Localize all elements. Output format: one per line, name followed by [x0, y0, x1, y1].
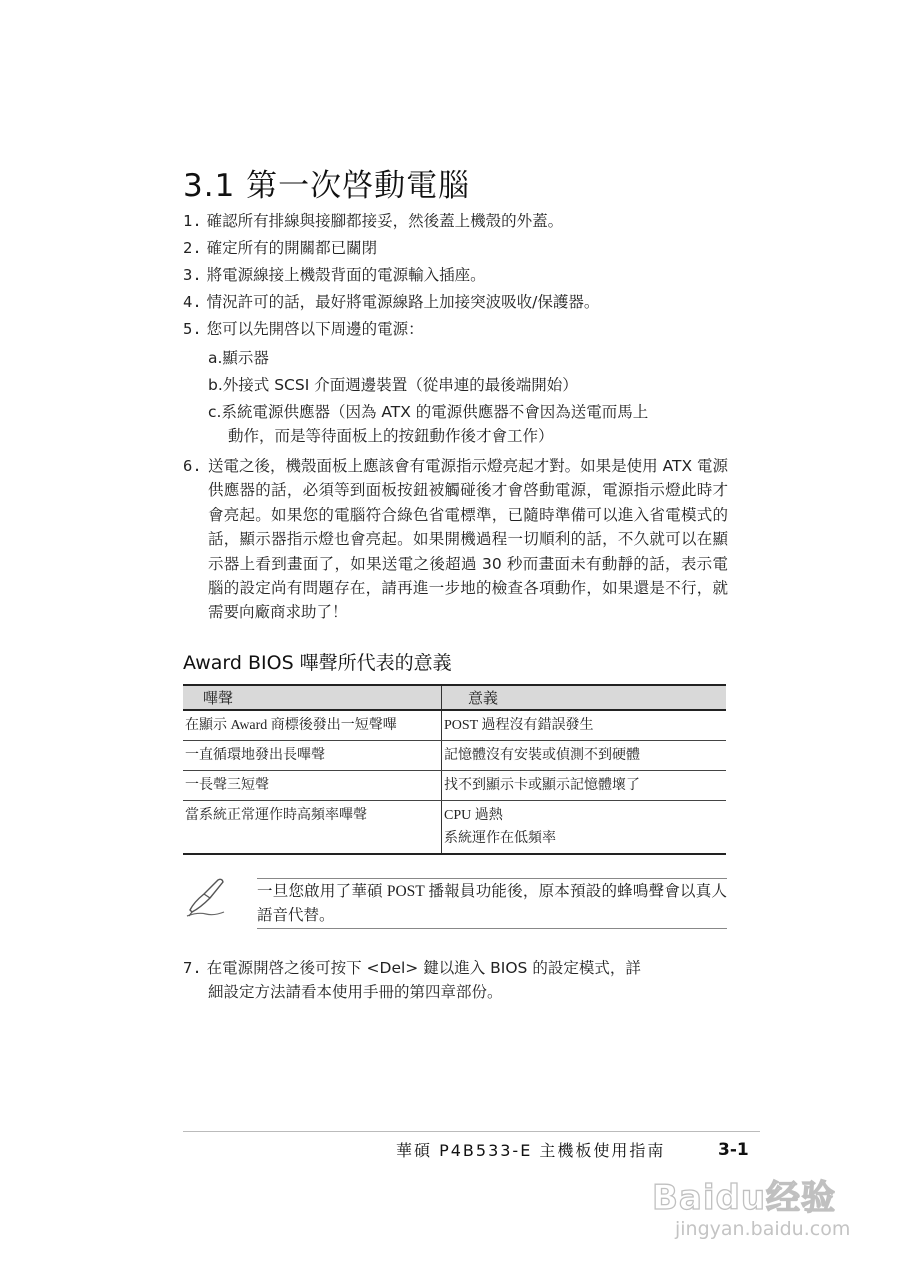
meaning-cell: POST 過程沒有錯誤發生	[442, 710, 727, 741]
step-6-paragraph: 送電之後，機殼面板上應該會有電源指示燈亮起才對。如果是使用 ATX 電源供應器的話，必須等到面板按鈕被觸碰後才會啓動電源，電源指示燈此時才會亮起。如果您的電腦符合綠色省電標準，已隨時準備可以進入省電模式的話，顯示器指示燈也會亮起。如果開機過程一切順利的話，不久就可以在顯示器上看到畫面了，如果送電之後超過 30 秒而畫面未有動靜的話，表示電腦的設定尚有問題存在，請再進一步地的檢查各項動作，如果還是不行，就需要向廠商求助了！	[208, 457, 728, 622]
page-number: 3-1	[718, 1140, 749, 1160]
meaning-cell: 找不到顯示卡或顯示記憶體壞了	[442, 771, 727, 801]
watermark	[640, 1170, 870, 1250]
step-item	[183, 316, 424, 342]
step-number: 2.	[183, 239, 202, 257]
sub-item-c-continued: 動作，而是等待面板上的按鈕動作後才會工作）	[228, 427, 554, 445]
section-heading: Award BIOS 嗶聲所代表的意義	[183, 652, 452, 674]
step-item	[183, 289, 599, 315]
beep-code-table	[183, 684, 726, 855]
step-7-continued: 細設定方法請看本使用手冊的第四章部份。	[208, 983, 503, 1001]
step-text: 您可以先開啓以下周邊的電源：	[206, 320, 424, 338]
sub-item-a: a.顯示器	[208, 349, 269, 367]
step-number: 6.	[183, 457, 202, 475]
sub-item-b: b.外接式 SCSI 介面週邊裝置（從串連的最後端開始）	[208, 376, 578, 394]
footer-title: 華碩 P4B533-E 主機板使用指南	[396, 1141, 666, 1160]
column-header-beep: 嗶聲	[183, 685, 442, 710]
table-row	[183, 741, 726, 771]
step-text: 在電源開啓之後可按下 <Del> 鍵以進入 BIOS 的設定模式，詳	[206, 959, 641, 977]
table-row	[183, 710, 726, 741]
column-header-meaning: 意義	[442, 685, 727, 710]
step-number: 1.	[183, 212, 202, 230]
step-number: 3.	[183, 266, 202, 284]
meaning-line: 系統運作在低頻率	[444, 831, 556, 846]
meaning-cell: 記憶體沒有安裝或偵測不到硬體	[442, 741, 727, 771]
meaning-line: CPU 過熱	[444, 808, 503, 823]
page-title: 3.1 第一次啓動電腦	[183, 168, 471, 204]
sub-item-c: c.系統電源供應器（因為 ATX 的電源供應器不會因為送電而馬上	[208, 403, 649, 421]
step-text: 情況許可的話，最好將電源線路上加接突波吸收/保護器。	[206, 293, 600, 311]
beep-cell: 在顯示 Award 商標後發出一短聲嗶	[183, 710, 442, 741]
note-pencil-icon	[184, 874, 228, 920]
step-text: 確認所有排線與接腳都接妥，然後蓋上機殼的外蓋。	[206, 212, 564, 230]
note-divider	[257, 928, 727, 929]
watermark-url: jingyan.baidu.com	[675, 1218, 851, 1240]
beep-cell: 一直循環地發出長嗶聲	[183, 741, 442, 771]
beep-cell: 一長聲三短聲	[183, 771, 442, 801]
table-row	[183, 771, 726, 801]
step-text: 確定所有的開關都已關閉	[206, 239, 378, 257]
step-number: 7.	[183, 959, 202, 977]
meaning-cell	[442, 801, 727, 855]
step-item	[183, 208, 563, 234]
step-text: 將電源線接上機殼背面的電源輸入插座。	[206, 266, 486, 284]
step-item	[183, 955, 641, 981]
step-item	[183, 235, 377, 261]
step-item	[183, 262, 486, 288]
step-number: 5.	[183, 320, 202, 338]
step-number: 4.	[183, 293, 202, 311]
footer-divider	[183, 1131, 760, 1132]
beep-cell: 當系統正常運作時高頻率嗶聲	[183, 801, 442, 855]
note-text: 一旦您啟用了華碩 POST 播報員功能後，原本預設的蜂鳴聲會以真人語音代替。	[257, 878, 727, 928]
table-row	[183, 801, 726, 855]
watermark-logo: Baidu经验	[652, 1178, 837, 1218]
